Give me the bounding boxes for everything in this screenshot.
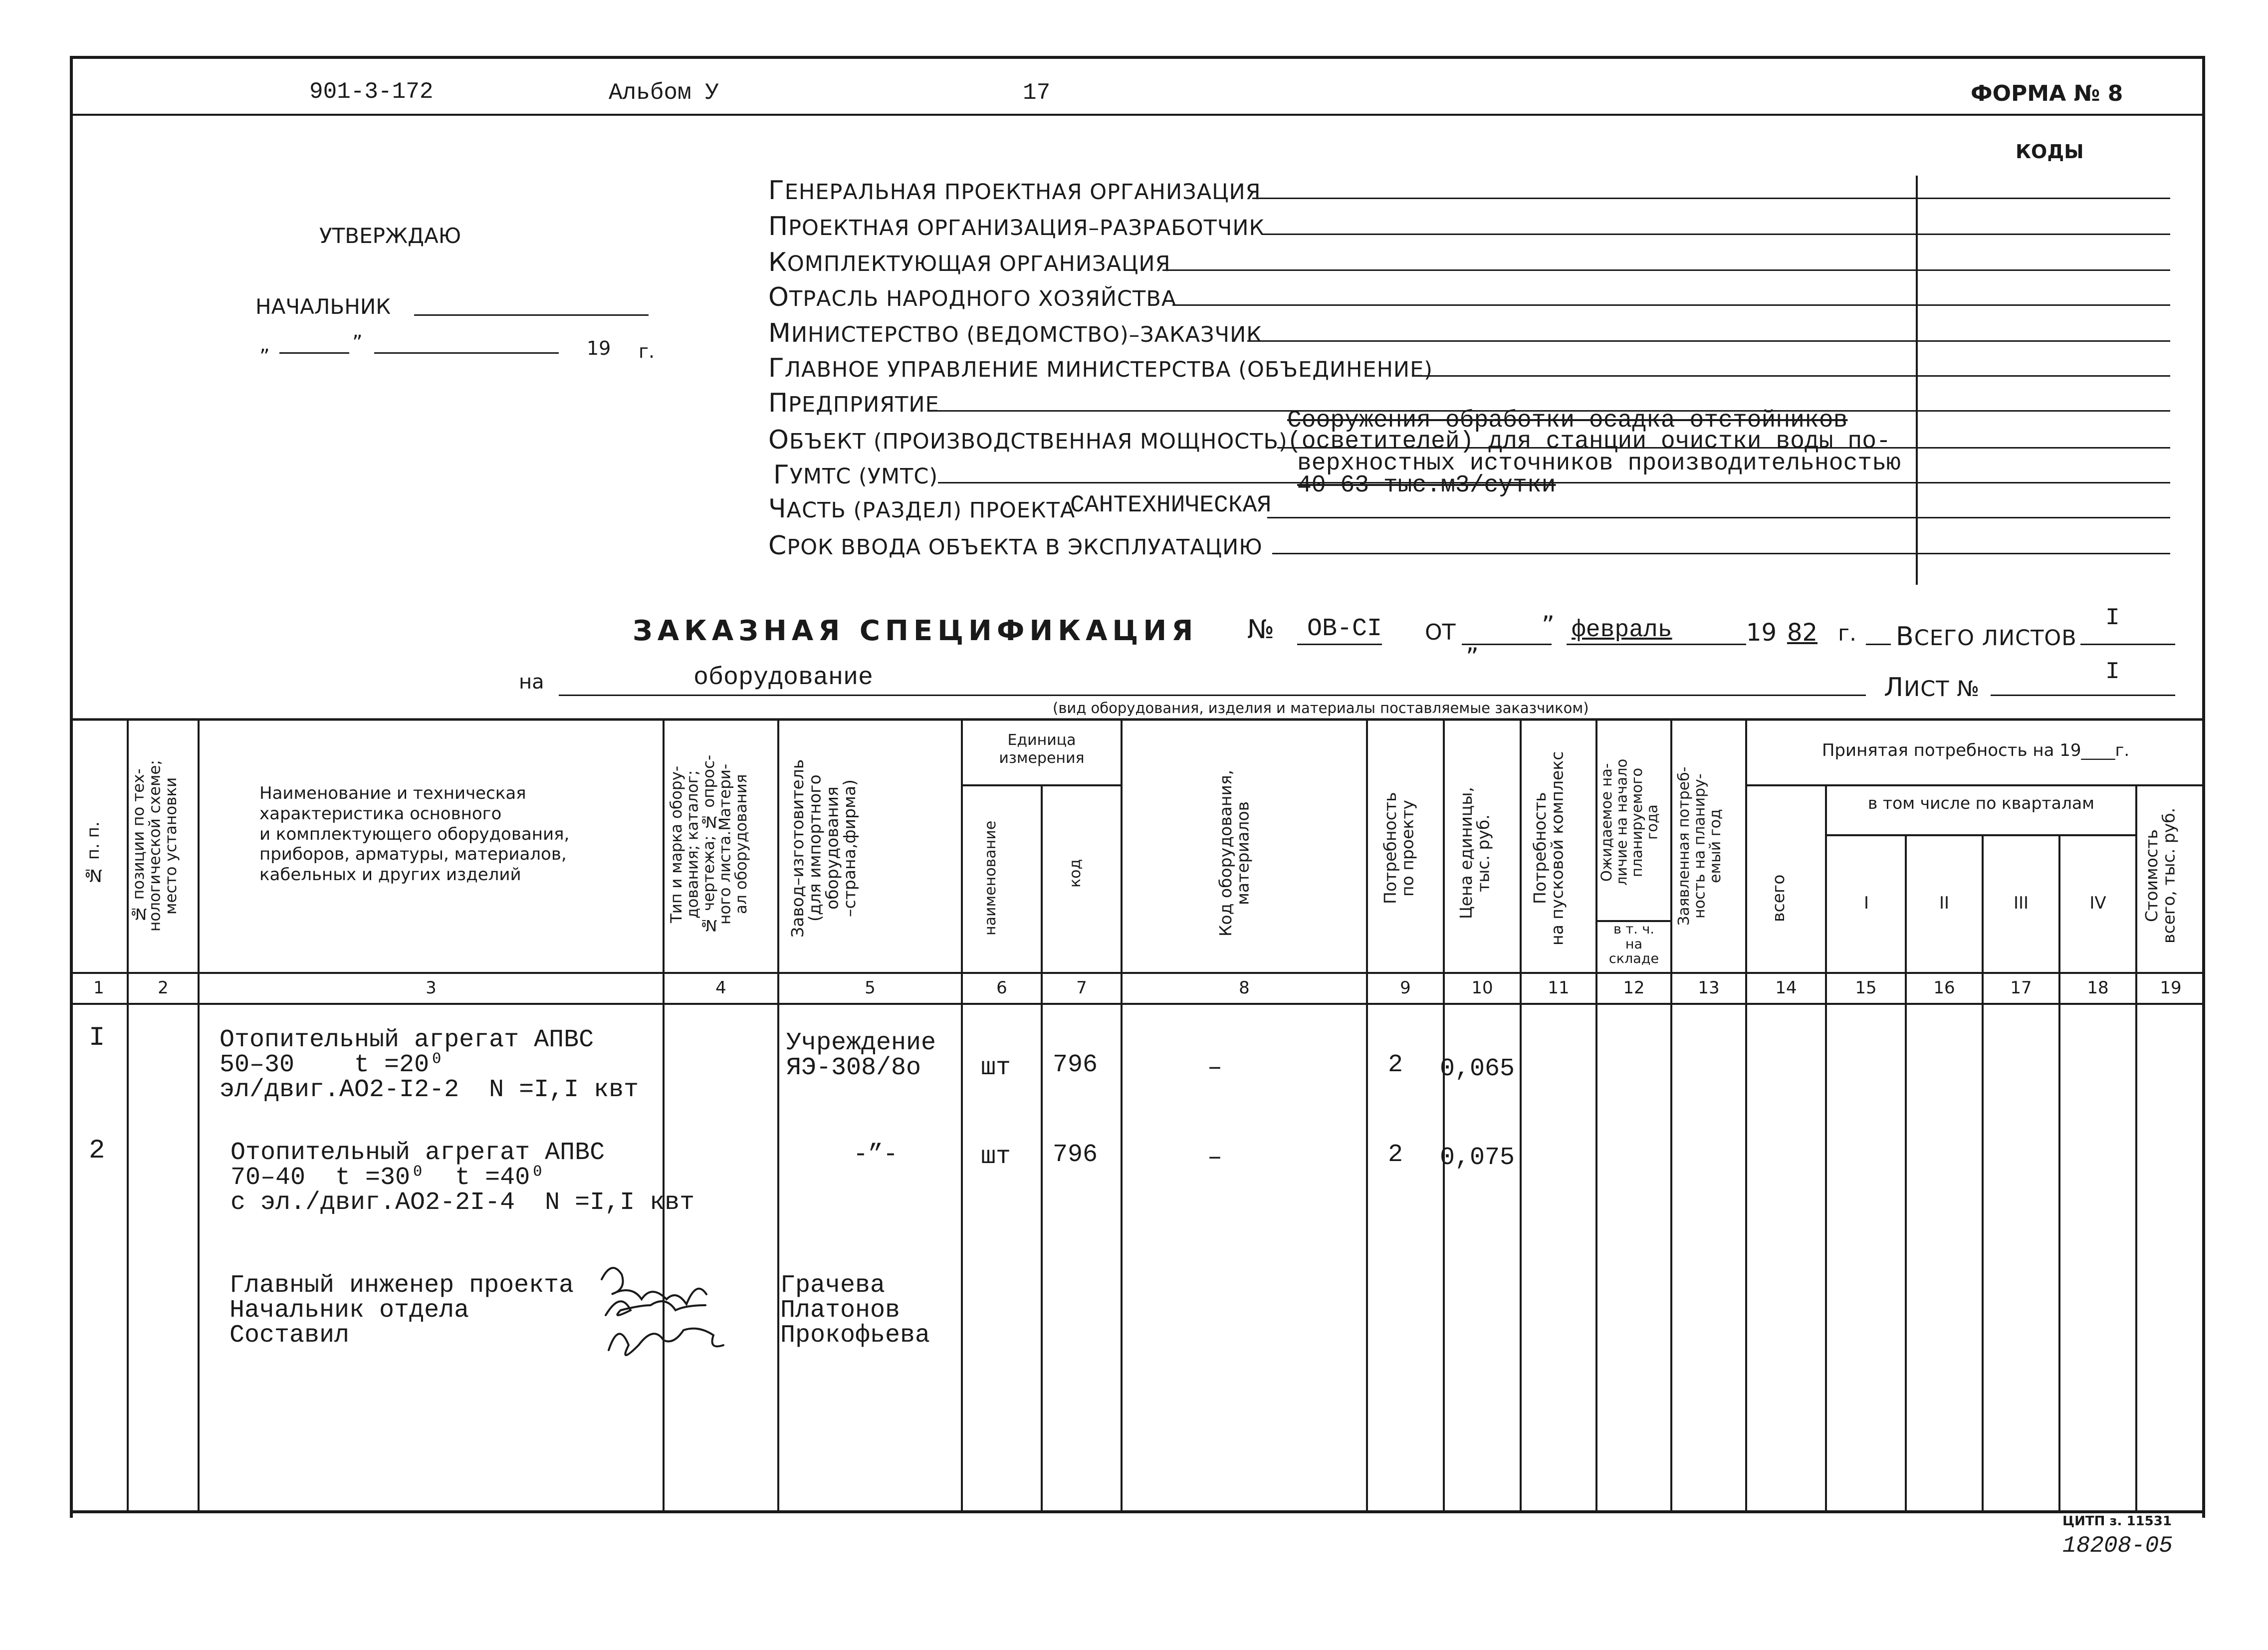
col-header-2: № позиции по тех- нологической схеме; место установки (130, 760, 181, 932)
spec-total-label: ВСЕГО ЛИСТОВ (1896, 622, 2077, 652)
row-1-number: I (89, 1023, 105, 1053)
row-1-eq-code: – (1207, 1054, 1223, 1082)
object-text-line-3: верхностных источников производительностью (1297, 450, 1901, 477)
row-2-need: 2 (1388, 1141, 1403, 1169)
field-enterprise: ПРЕДПРИЯТИЕ (768, 388, 939, 418)
column-number-1: 1 (93, 978, 104, 998)
spec-num-value: ОВ-СI (1307, 615, 1382, 643)
spec-month: февраль (1572, 617, 1672, 644)
col-header-16: II (1939, 893, 1950, 913)
spec-title: ЗАКАЗНАЯ СПЕЦИФИКАЦИЯ (633, 615, 1198, 647)
column-number-2: 2 (158, 978, 169, 998)
col-header-4: Тип и марка обору- дования; каталог; № чертежа; № опрос- ного листа.Матери- ал оборудования (668, 754, 751, 934)
project-part-value: САНТЕХНИЧЕСКАЯ (1070, 492, 1272, 519)
column-number-19: 19 (2160, 978, 2182, 998)
column-number-11: 11 (1548, 978, 1570, 998)
row-1-maker: Учреждение ЯЭ-308/8о (786, 1029, 936, 1082)
col-header-17: III (2013, 893, 2029, 913)
row-1-price: 0,065 (1440, 1055, 1515, 1083)
column-number-6: 6 (996, 978, 1007, 998)
field-complete-org: КОМПЛЕКТУЮЩАЯ ОРГАНИЗАЦИЯ (768, 247, 1171, 277)
col-header-7: код (1067, 859, 1084, 888)
spec-on-label: на (519, 671, 544, 694)
spec-year-value: 82 (1787, 619, 1818, 647)
column-number-10: 10 (1471, 978, 1493, 998)
field-ministry: МИНИСТЕРСТВО (ВЕДОМСТВО)–ЗАКАЗЧИК (768, 318, 1262, 348)
column-number-18: 18 (2087, 978, 2109, 998)
field-project-part: ЧАСТЬ (РАЗДЕЛ) ПРОЕКТА (768, 494, 1076, 524)
field-design-org: ПРОЕКТНАЯ ОРГАНИЗАЦИЯ–РАЗРАБОТЧИК (768, 212, 1265, 241)
row-2-name: Отопительный агрегат АПВС 70–40 t =30⁰ t =40⁰ с эл./двиг.АО2-2I-4 N =I,I квт (230, 1139, 695, 1217)
spec-date-quote-open: ” (1542, 611, 1555, 640)
date-year-suffix: г. (639, 340, 655, 362)
date-open-quote: „ (259, 333, 270, 356)
object-text-line-4: 40-63 тыс.м3/сутки (1297, 472, 1556, 499)
form-number: ФОРМА № 8 (1971, 81, 2123, 106)
field-object: ОБЪЕКТ (ПРОИЗВОДСТВЕННАЯ МОЩНОСТЬ) (768, 425, 1288, 455)
unit-header: Единица измерения (999, 731, 1085, 767)
col-header-10: Цена единицы, тыс. руб. (1456, 787, 1493, 920)
spec-sheet-value: I (2105, 659, 2120, 686)
col-header-13: Заявленная потреб- ность на планиру- емый год (1675, 766, 1724, 926)
col-header-19: Стоимость всего, тыс. руб. (2142, 807, 2179, 944)
signature-roles: Главный инженер проекта Начальник отдела Составил (229, 1271, 574, 1350)
row-1-name: Отопительный агрегат АПВС 50–30 t =20⁰ эл/двиг.АО2-I2-2 N =I,I квт (220, 1026, 639, 1104)
field-main-dept: ГЛАВНОЕ УПРАВЛЕНИЕ МИНИСТЕРСТВА (ОБЪЕДИНЕНИЕ) (768, 353, 1433, 383)
field-industry: ОТРАСЛЬ НАРОДНОГО ХОЗЯЙСТВА (768, 282, 1177, 312)
date-close-quote: ” (352, 331, 363, 354)
album-label: Альбом У (609, 80, 719, 106)
object-text-line-1: Сооружения обработки осадка отстойников (1287, 407, 1848, 434)
col-header-6: наименование (982, 820, 999, 936)
row-2-price: 0,075 (1440, 1144, 1515, 1172)
approve-title: УТВЕРЖДАЮ (319, 224, 461, 248)
page-number: 17 (1023, 80, 1051, 106)
spec-date-quote-close: ” (1466, 643, 1479, 672)
spec-from-label: ОТ (1425, 620, 1456, 645)
column-number-13: 13 (1698, 978, 1720, 998)
footer-inventory: 18208-05 (2062, 1533, 2173, 1559)
spec-caption: (вид оборудования, изделия и материалы поставляемые заказчиком) (1053, 700, 1589, 716)
spec-sheet-label: ЛИСТ № (1884, 673, 1980, 703)
signature-names: Грачева Платонов Прокофьева (780, 1271, 930, 1350)
col-header-3: Наименование и техническая характеристика основного и комплектующего оборудования, приборов, арматуры, материалов, кабельных и других изделий (259, 783, 570, 885)
spec-year-prefix: 19 (1746, 619, 1777, 647)
col-header-8: Код оборудования, материалов (1216, 769, 1253, 937)
row-2-eq-code: – (1207, 1144, 1223, 1172)
col-header-9: Потребность по проекту (1380, 792, 1417, 905)
spec-total-value: I (2105, 605, 2120, 632)
col-header-12b: в т. ч. на складе (1608, 922, 1659, 967)
col-header-11: Потребность на пусковой комплекс (1530, 751, 1567, 945)
col-header-12: Ожидаемое на- личие на начало планируемого года (1598, 758, 1661, 886)
col-header-14: всего (1769, 874, 1788, 922)
spec-year-suffix: г. (1838, 621, 1857, 646)
column-number-9: 9 (1400, 978, 1411, 998)
row-1-unit: шт (981, 1054, 1011, 1082)
row-2-code: 796 (1053, 1141, 1098, 1169)
col-header-1: № п. п. (83, 821, 103, 885)
column-number-12: 12 (1623, 978, 1645, 998)
doc-code: 901-3-172 (309, 79, 434, 105)
accepted-header: Принятая потребность на 19____г. (1821, 740, 2130, 760)
field-general-org: ГЕНЕРАЛЬНАЯ ПРОЕКТНАЯ ОРГАНИЗАЦИЯ (768, 176, 1261, 206)
column-number-17: 17 (2010, 978, 2032, 998)
row-2-maker: -”- (853, 1141, 899, 1169)
footer-stamp: ЦИТП з. 11531 (2062, 1514, 2172, 1529)
codes-label: КОДЫ (2016, 141, 2084, 163)
column-number-5: 5 (865, 978, 876, 998)
quarters-header: в том числе по кварталам (1867, 793, 2095, 813)
row-1-code: 796 (1053, 1051, 1098, 1079)
column-number-4: 4 (715, 978, 726, 998)
column-number-8: 8 (1239, 978, 1250, 998)
row-1-need: 2 (1388, 1051, 1403, 1079)
date-year-prefix: 19 (587, 337, 611, 359)
column-number-14: 14 (1775, 978, 1797, 998)
col-header-15: I (1863, 893, 1869, 913)
object-text-line-2: (осветителей) для станции очистки воды по- (1287, 428, 1891, 455)
col-header-5: Завод–изготовитель (для импортного оборудования –страна,фирма) (788, 759, 859, 938)
spec-num-label: № (1247, 615, 1275, 645)
field-gumts: ГУМТС (УМТС) (773, 460, 938, 490)
spec-on-value: оборудование (693, 664, 874, 692)
row-2-number: 2 (89, 1136, 105, 1166)
column-number-16: 16 (1933, 978, 1955, 998)
row-2-unit: шт (981, 1143, 1011, 1171)
column-number-3: 3 (426, 978, 437, 998)
col-header-18: IV (2089, 893, 2106, 913)
field-commissioning: СРОК ВВОДА ОБЪЕКТА В ЭКСПЛУАТАЦИЮ (768, 531, 1263, 561)
chief-label: НАЧАЛЬНИК (255, 294, 391, 319)
column-number-7: 7 (1076, 978, 1087, 998)
column-number-15: 15 (1855, 978, 1877, 998)
